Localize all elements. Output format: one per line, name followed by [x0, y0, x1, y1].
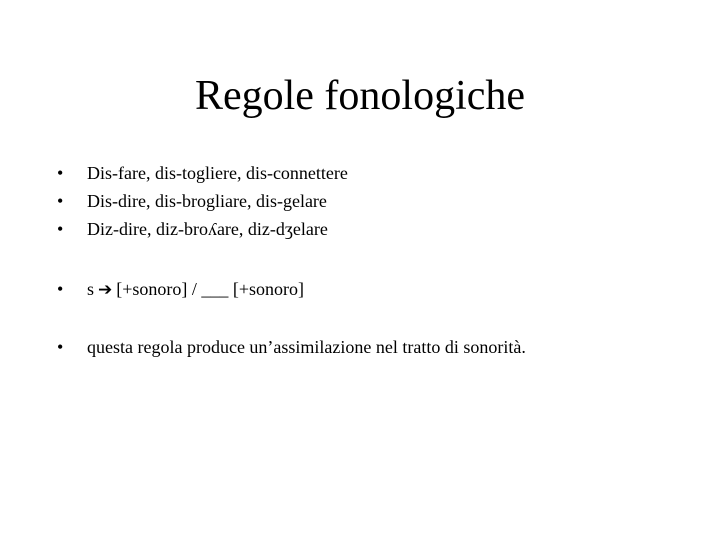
- bullet-item: [57, 188, 327, 215]
- bullet-text: Diz-dire, diz-broʎare, diz-dʒelare: [87, 219, 328, 239]
- bullet-marker: •: [57, 279, 64, 299]
- rule-left: s: [87, 279, 95, 299]
- bullet-item: [57, 160, 348, 187]
- slide-title: Regole fonologiche: [194, 73, 526, 119]
- bullet-item: [57, 216, 328, 243]
- bullet-marker: •: [57, 219, 64, 239]
- rule-bullet: [57, 276, 304, 304]
- bullet-text: Dis-dire, dis-brogliare, dis-gelare: [87, 191, 327, 211]
- note-bullet: [57, 334, 526, 361]
- rule-right: [+sonoro] / ___ [+sonoro]: [116, 279, 305, 299]
- bullet-marker: •: [57, 191, 64, 211]
- arrow-right-icon: ➔: [98, 280, 113, 300]
- bullet-marker: •: [57, 337, 64, 357]
- note-text: questa regola produce un’assimilazione nel tratto di sonorità.: [87, 337, 526, 357]
- bullet-text: Dis-fare, dis-togliere, dis-connettere: [87, 163, 348, 183]
- bullet-marker: •: [57, 163, 64, 183]
